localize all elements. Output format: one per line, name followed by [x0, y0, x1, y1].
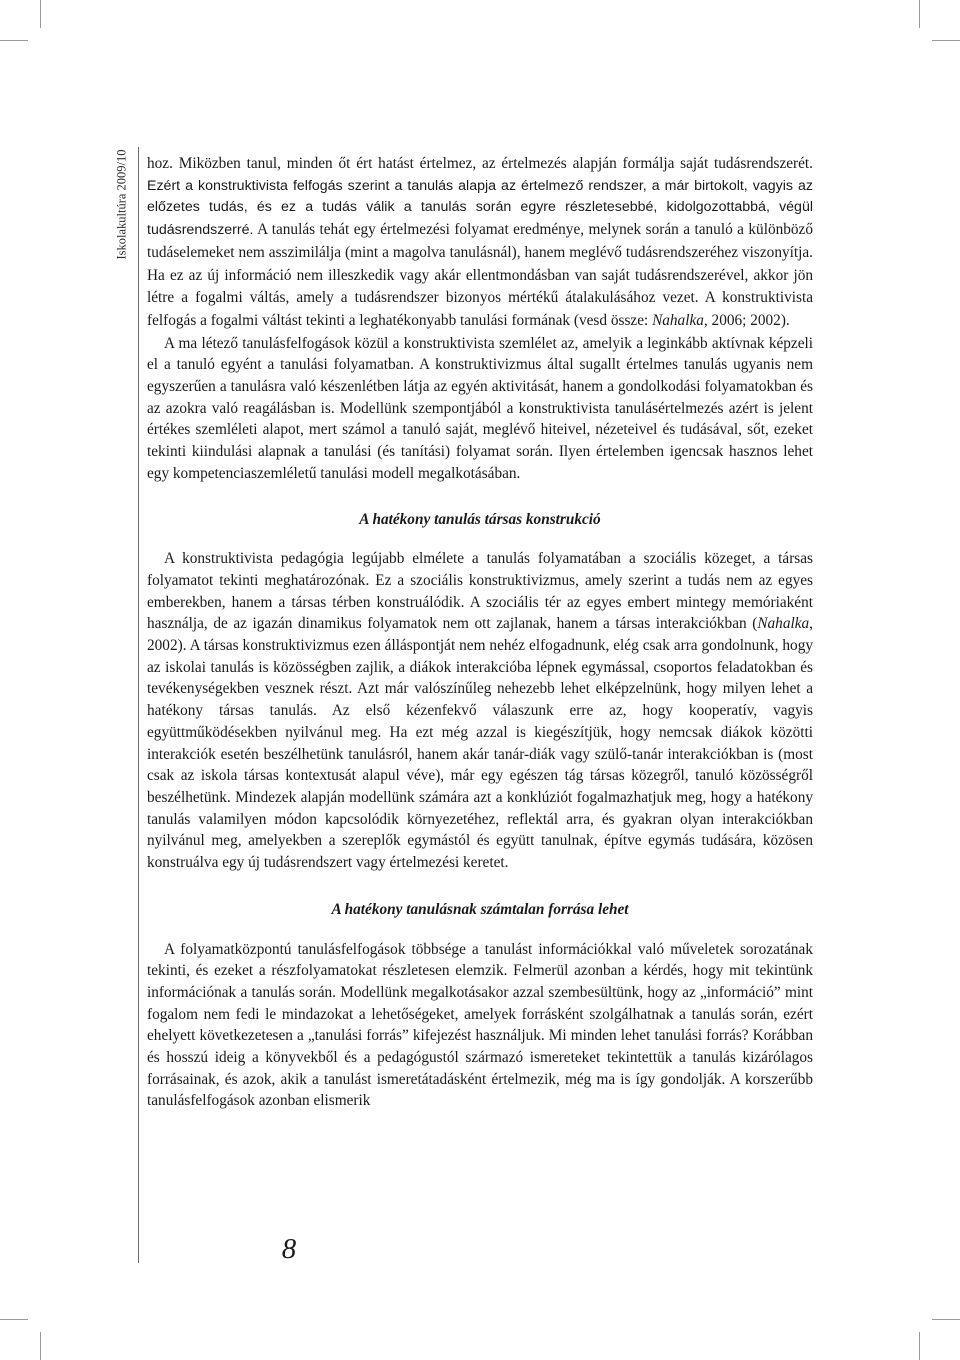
paragraph-1-end: , 2006; 2002).	[703, 311, 790, 329]
paragraph-1-text: Ezért a konstruktivista felfogás szerint a tanulás alapja az értelmező rendszer, a már birtokolt, vagyis az előzetes tudás, és ez a tudás válik a tanulás során egyre részletesebbé, kidolgozottabbá, végül tudásrendszerré.	[147, 177, 813, 239]
crop-mark	[919, 0, 920, 28]
paragraph-4: A folyamatközpontú tanulásfelfogások többsége a tanulást információkkal való műveletek sorozatának tekinti, és ezeket a részfolyamatokat részletesen elemzik. Felmerül azonban a kérdés, hogy mit tekintünk információnak a tanulás során. Modellünk megalkotásakor azzal szembesültünk, hogy az „információ” mint fogalom nem fedi le mindazokat a lehetőségeket, amelyek forrásként szolgálhatnak a tanulás során, ezért ehelyett következetesen a „tanulási forrás” kifejezést használjuk. Mi minden lehet tanulási forrás? Korábban és hosszú ideig a könyvekből és a pedagógustól származó ismereteket tekintettük a tanulás kizárólagos forrásainak, és azok, akik a tanulást ismeretátadásként értelmezik, még ma is így gondolják. A korszerűbb tanulásfelfogások azonban elismerik	[147, 940, 813, 1110]
margin-rule	[138, 147, 139, 1263]
paragraph-3-text-b: , 2002). A társas konstruktivizmus ezen álláspontját nem nehéz elfogadnunk, elég csak arra gondolnunk, hogy az iskolai tanulás is közösségben zajlik, a diákok interakcióba lépnek egymással, csoportos feladatokban és tevékenységekben vesznek részt. Azt már valószínűleg nehezebb lehet elképzelnünk, hogy milyen lehet a hatékony társas tanulás. Az első kézenfekvő válaszunk erre az, hogy kooperatív, vagyis együttműködésekben nyilvánul meg. Ha ezt még azzal is kiegészítjük, hogy nemcsak diákok közötti interakciók esetén beszélhetünk tanulásról, hanem akár tanár-diák vagy szülő-tanár interakciókban is (most csak az iskola társas kontextusát alapul véve), már egy egészen tág társas közegről, tanuló közösségről beszélhetünk. Mindezek alapján modellünk számára azt a konklúziót fogalmazhatjuk meg, hogy a hatékony tanulás valamilyen módon kapcsolódik környezetéhez, reflektál arra, és gyakran olyan interakciókban nyilvánul meg, amelyekben a szereplők egymástól és együtt tanulnak, építve egymás tudására, közösen konstruálva egy új tudásrendszert vagy értelmezési keretet.	[147, 615, 813, 872]
crop-mark	[40, 0, 41, 28]
crop-mark	[0, 40, 28, 41]
paragraph-3	[147, 548, 813, 874]
crop-mark	[40, 1332, 41, 1360]
paragraph-2: A ma létező tanulásfelfogások közül a konstruktivista szemlélet az, amelyik a leginkább aktívnak képzeli el a tanuló egyént a tanulási folyamatban. A konstruktivizmus által sugallt értelmes tanulás ugyanis nem egyszerűen a tanulásra való készenlétben látja az egyén aktivitását, hanem a gondolkodási folyamatokban és az azokra való reagálásban is. Modellünk szempontjából a konstruktivista tanulásértelmezés azért is jelent értékes szemléleti alapot, mert számol a tanuló saját, meglévő hiteivel, nézeteivel és tudásával, sőt, ezeket tekinti kiindulási alapnak a tanulási (és tanítási) folyamat során. Ilyen értelemben igencsak hasznos lehet egy kompetenciaszemléletű tanulási modell megalkotásában.	[147, 334, 813, 482]
section-heading-1: A hatékony tanulás társas konstrukció	[359, 510, 601, 528]
crop-mark	[919, 1332, 920, 1360]
paragraph-1-lead: hoz. Miközben tanul, minden őt ért hatást értelmez, az értelmezés alapján formálja saját tudásrendszerét.	[147, 155, 813, 172]
citation-author: Nahalka	[757, 615, 810, 633]
paragraph-1	[147, 153, 813, 333]
paragraph-3-text-a: A konstruktivista pedagógia legújabb elmélete a tanulás folyamatában a szociális közeget, a társas folyamatot tekinti meghatározónak. Ez a szociális konstruktivizmus, amely szerint a tudás nem az egyes emberekben, hanem a társas térben konstruálódik. A szociális tér az egyes embert mintegy memóriaként használja, de az igazán dinamikus folyamatok nem ott zajlanak, hanem a társas interakciókban (	[147, 550, 813, 633]
paragraph-1-cont: A tanulás tehát egy értelmezési folyamat eredménye, melynek során a tanuló a különböző tudáselemeket nem asszimilálja (mint a magolva tanulásnál), hanem meglévő tudásrendszeréhez viszonyítja. Ha ez az új információ nem illeszkedik vagy akár ellentmondásban van saját tudásrendszerével, akkor jön létre a fogalmi váltás, amely a tudásrendszer bizonyos mértékű átalakulásához vezet. A konstruktivista felfogás a fogalmi váltást tekinti a leghatékonyabb tanulási formának (vesd össze:	[147, 221, 813, 329]
text-column	[147, 153, 813, 1112]
page-number: 8	[281, 1233, 297, 1265]
running-head-text: Iskolakultúra 2009/10	[114, 148, 129, 260]
citation-author: Nahalka	[652, 311, 704, 329]
section-heading-2: A hatékony tanulásnak számtalan forrása lehet	[331, 900, 629, 918]
crop-mark	[932, 1319, 960, 1320]
running-head	[110, 147, 134, 261]
crop-mark	[932, 40, 960, 41]
crop-mark	[0, 1319, 28, 1320]
